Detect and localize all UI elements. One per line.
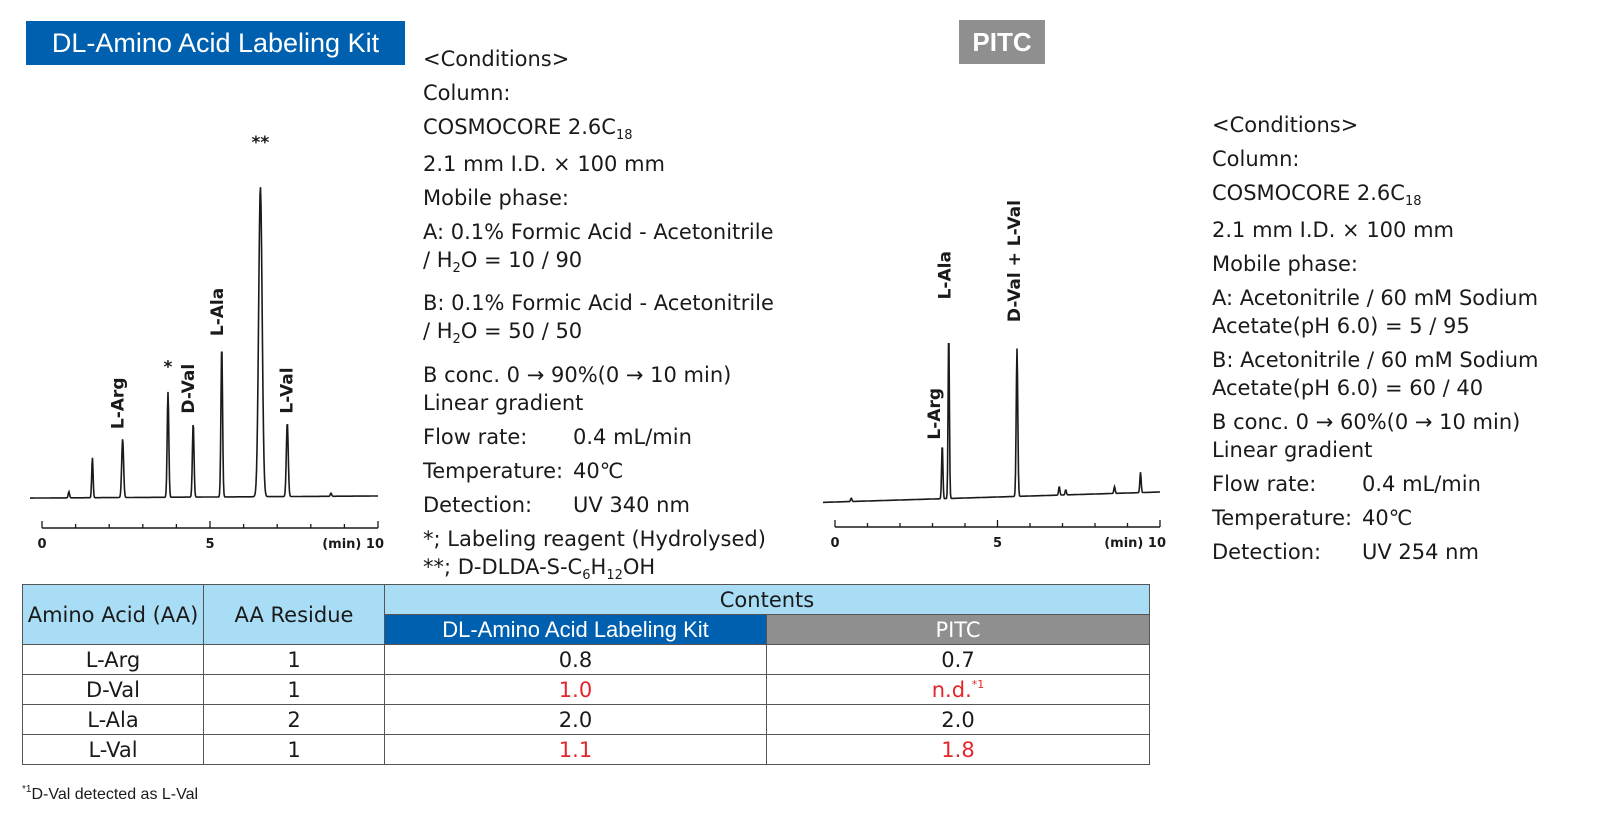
mobile-b-line2: / $H_2O = 50 / 50$ bbox=[423, 319, 583, 348]
mobile-a-line2: Acetate(pH 6.0) = 5 / 95 bbox=[1212, 314, 1470, 339]
mobile-a-line2: / $H_2O = 10 / 90$ bbox=[423, 248, 583, 277]
b-conc: B conc. 0 → 60%(0 → 10 min) bbox=[1212, 410, 1521, 435]
gradient: Linear gradient bbox=[423, 390, 584, 415]
mobile-phase-label: Mobile phase: bbox=[423, 186, 570, 211]
header-pitc: PITC bbox=[767, 615, 1150, 645]
flow-rate: Flow rate: 0.4 mL/min bbox=[1212, 472, 1481, 497]
peak-label: ** bbox=[251, 133, 270, 153]
peak-label: D-Val bbox=[179, 363, 200, 414]
results-table bbox=[22, 584, 1150, 765]
column-name: COSMOCORE $2.6C_{18}$ bbox=[423, 115, 633, 144]
conditions-kit bbox=[423, 45, 774, 590]
cell-aa: D-Val bbox=[23, 675, 204, 705]
conditions-heading: <Conditions> bbox=[423, 47, 570, 71]
mobile-b-line1: B: 0.1% Formic Acid - Acetonitrile bbox=[423, 291, 774, 316]
table-row bbox=[23, 735, 1150, 765]
cell-residue: 1 bbox=[204, 675, 385, 705]
mobile-a-line1: A: Acetonitrile / 60 mM Sodium bbox=[1212, 286, 1539, 311]
chromatogram-trace bbox=[823, 344, 1160, 503]
x-tick-label: 5 bbox=[205, 537, 215, 552]
cell-kit: 0.8 bbox=[385, 645, 767, 675]
x-tick-label: (min) 10 bbox=[322, 537, 384, 552]
mobile-phase-label: Mobile phase: bbox=[1212, 252, 1359, 277]
cell-residue: 1 bbox=[204, 645, 385, 675]
column-name: COSMOCORE $2.6C_{18}$ bbox=[1212, 181, 1422, 210]
mobile-b-line2: Acetate(pH 6.0) = 60 / 40 bbox=[1212, 376, 1484, 401]
column-label: Column: bbox=[423, 81, 511, 105]
chromatogram-pitc bbox=[820, 180, 1190, 560]
column-dims: 2.1 mm I.D. × 100 mm bbox=[423, 152, 665, 177]
chromatogram-kit bbox=[30, 100, 400, 560]
flow-rate: Flow rate: 0.4 mL/min bbox=[423, 424, 692, 449]
table-row bbox=[23, 645, 1150, 675]
x-tick-label: 0 bbox=[830, 536, 840, 551]
header-amino-acid: Amino Acid (AA) bbox=[23, 585, 204, 645]
mobile-b-line1: B: Acetonitrile / 60 mM Sodium bbox=[1212, 348, 1539, 373]
table-row bbox=[23, 705, 1150, 735]
cell-residue: 2 bbox=[204, 705, 385, 735]
note-star: *; Labeling reagent (Hydrolysed) bbox=[423, 526, 766, 551]
b-conc: B conc. 0 → 90%(0 → 10 min) bbox=[423, 362, 732, 387]
column-label: Column: bbox=[1212, 147, 1300, 171]
x-tick-label: 0 bbox=[37, 537, 47, 552]
cell-pitc: 0.7 bbox=[767, 645, 1150, 675]
cell-residue: 1 bbox=[204, 735, 385, 765]
cell-kit: 1.1 bbox=[385, 735, 767, 765]
header-kit: DL-Amino Acid Labeling Kit bbox=[385, 615, 767, 645]
peak-label: L-Ala bbox=[935, 251, 956, 300]
x-tick-label: (min) 10 bbox=[1104, 536, 1166, 551]
column-dims: 2.1 mm I.D. × 100 mm bbox=[1212, 218, 1454, 243]
cell-aa: L-Ala bbox=[23, 705, 204, 735]
peak-label: L-Arg bbox=[108, 377, 129, 430]
x-tick-label: 5 bbox=[992, 536, 1003, 551]
cell-aa: L-Arg bbox=[23, 645, 204, 675]
header-contents: Contents bbox=[385, 585, 1150, 615]
mobile-a-line1: A: 0.1% Formic Acid - Acetonitrile bbox=[423, 220, 774, 245]
cell-kit: 2.0 bbox=[385, 705, 767, 735]
header-residue: AA Residue bbox=[204, 585, 385, 645]
cell-pitc: 2.0 bbox=[767, 705, 1150, 735]
cell-pitc: 1.8 bbox=[767, 735, 1150, 765]
peak-label: L-Ala bbox=[207, 287, 228, 337]
peak-label: L-Val bbox=[277, 367, 298, 414]
temperature: Temperature: 40℃ bbox=[423, 458, 624, 483]
cell-pitc: n.d.$^{*1}$ bbox=[767, 675, 1150, 705]
detection: Detection: UV 254 nm bbox=[1212, 540, 1479, 565]
temperature: Temperature: 40℃ bbox=[1212, 506, 1413, 531]
table-row bbox=[23, 675, 1150, 705]
peak-label: D-Val + L-Val bbox=[1005, 200, 1025, 323]
chromatogram-trace bbox=[30, 187, 378, 498]
gradient: Linear gradient bbox=[1212, 438, 1373, 463]
conditions-heading: <Conditions> bbox=[1212, 113, 1359, 137]
cell-aa: L-Val bbox=[23, 735, 204, 765]
detection: Detection: UV 340 nm bbox=[423, 492, 690, 517]
peak-label: L-Arg bbox=[925, 387, 946, 440]
note-double-star: **; $D-DLDA-S-C_6H_{12}OH$ bbox=[423, 554, 656, 583]
cell-kit: 1.0 bbox=[385, 675, 767, 705]
footnote: $^{*1}$D-Val detected as L-Val bbox=[22, 784, 199, 803]
pitc-title-badge: PITC bbox=[959, 20, 1045, 64]
kit-title-badge: DL-Amino Acid Labeling Kit bbox=[26, 21, 405, 65]
conditions-pitc bbox=[1212, 111, 1538, 566]
peak-label: * bbox=[163, 357, 173, 378]
